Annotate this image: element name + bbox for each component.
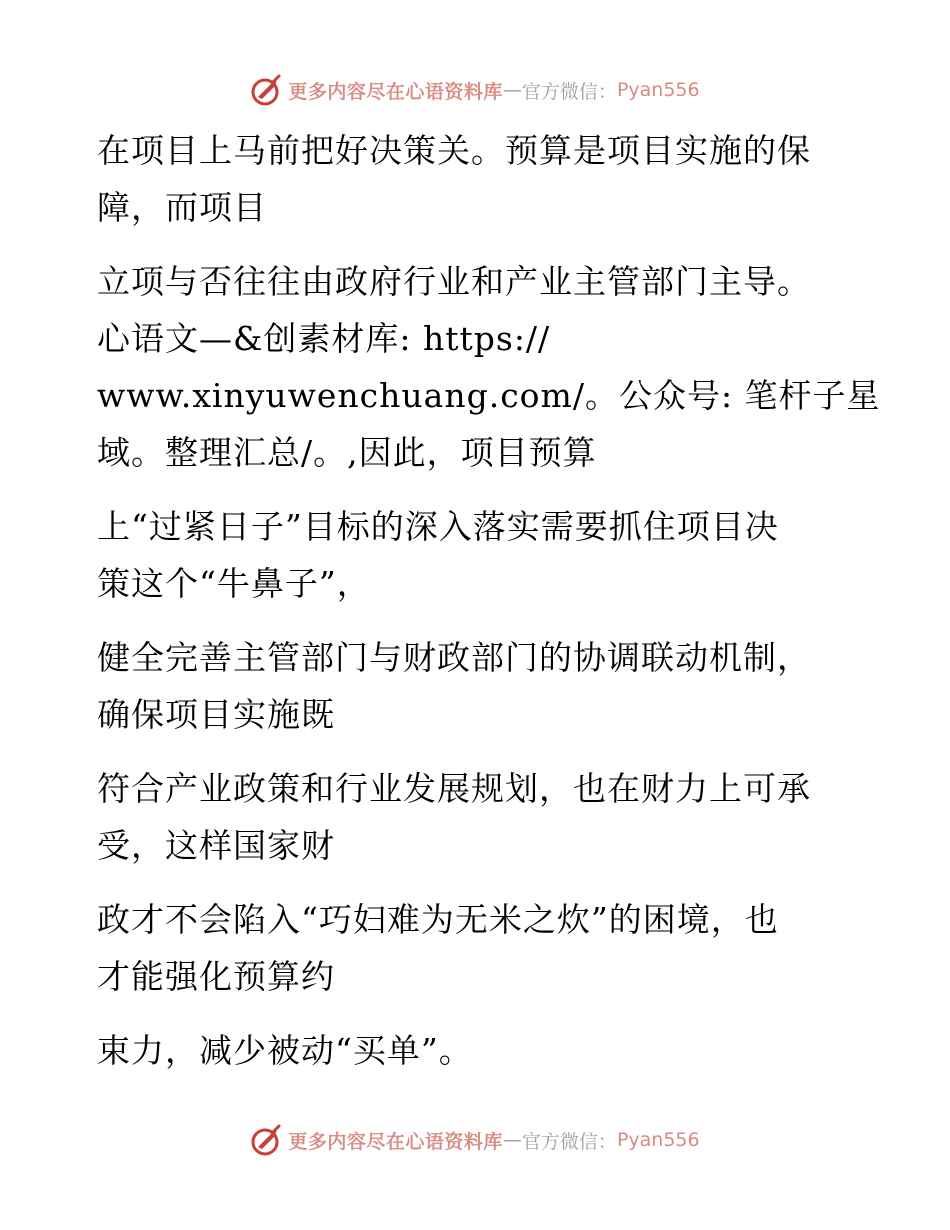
- paragraph: [97, 629, 837, 743]
- banner-separator: —: [502, 79, 522, 101]
- text-line: 受，这样国家财: [97, 826, 335, 865]
- pen-logo-icon: [250, 1123, 284, 1157]
- text-line: 心语文—&创素材库: https://: [97, 319, 551, 358]
- text-line: 才能强化预算约: [97, 957, 335, 996]
- banner-text: 更多内容尽在心语资料库: [288, 1130, 503, 1153]
- text-line: 策这个“牛鼻子”，: [97, 564, 371, 603]
- footer-banner: [0, 1120, 950, 1160]
- paragraph: [97, 760, 837, 874]
- text-line: 障，而项目: [97, 188, 267, 227]
- banner-text: 更多内容尽在心语资料库: [288, 80, 503, 103]
- text-line: 确保项目实施既: [97, 695, 335, 734]
- text-line: 符合产业政策和行业发展规划，也在财力上可承: [97, 769, 811, 808]
- paragraph: [97, 1022, 837, 1079]
- text-line: 在项目上马前把好决策关。预算是项目实施的保: [97, 131, 811, 170]
- banner-separator: —: [502, 1129, 522, 1151]
- text-line: 立项与否往往由政府行业和产业主管部门主导。: [97, 262, 811, 301]
- text-line: 上“过紧日子”目标的深入落实需要抓住项目决: [97, 507, 779, 546]
- paragraph: [97, 498, 837, 612]
- text-line: 域。整理汇总/。,因此，项目预算: [97, 433, 597, 472]
- pen-logo-icon: [250, 73, 284, 107]
- paragraph: [97, 891, 837, 1005]
- banner-wechat-label: 官方微信：: [521, 1130, 617, 1153]
- paragraph: [97, 122, 837, 236]
- header-banner: [0, 70, 950, 110]
- banner-wechat-id: Pyan556: [616, 79, 700, 101]
- text-line: 健全完善主管部门与财政部门的协调联动机制，: [97, 638, 811, 677]
- text-line: www.xinyuwenchuang.com/。公众号: 笔杆子星: [97, 376, 881, 415]
- banner-wechat-id: Pyan556: [616, 1129, 700, 1151]
- banner-wechat-label: 官方微信：: [521, 80, 617, 103]
- text-line: 政才不会陷入“巧妇难为无米之炊”的困境，也: [97, 900, 779, 939]
- text-line: 束力，减少被动“买单”。: [97, 1031, 473, 1070]
- paragraph: [97, 253, 881, 481]
- document-body: [97, 122, 881, 1079]
